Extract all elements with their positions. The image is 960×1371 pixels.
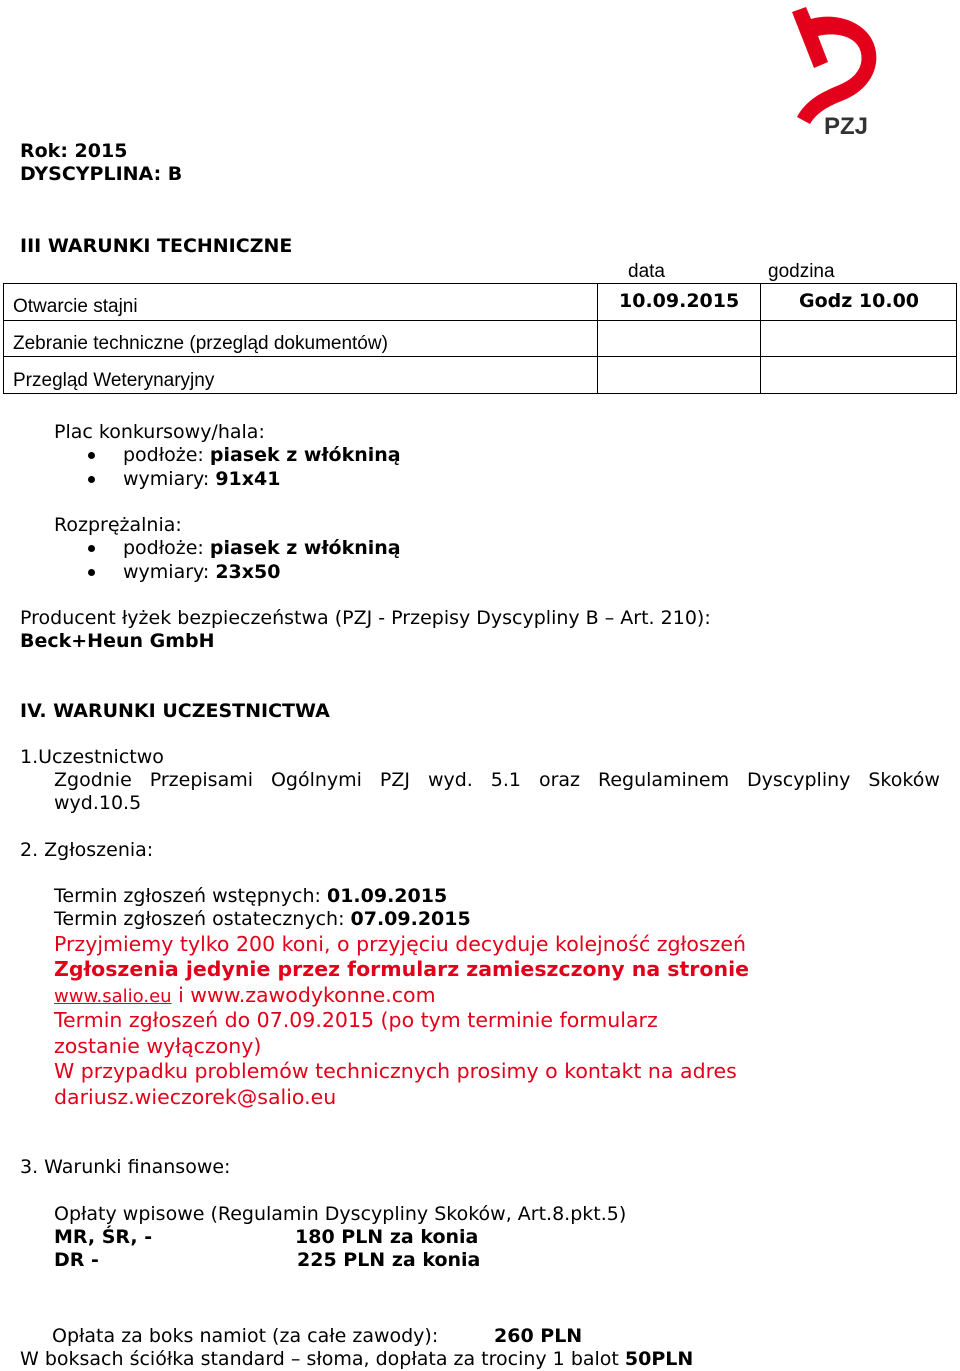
uczestnictwo-line2: wyd.10.5: [54, 792, 142, 814]
termin-ostatecznych: Termin zgłoszeń ostatecznych: 07.09.2015: [54, 908, 471, 930]
rozprezalnia-wymiary: wymiary: 23x50: [123, 561, 281, 583]
producent-line: Producent łyżek bezpieczeństwa (PZJ - Przepisy Dyscypliny B – Art. 210):: [20, 607, 711, 629]
zgloszenia-title: 2. Zgłoszenia:: [20, 839, 154, 861]
dyscyplina-label: DYSCYPLINA: B: [20, 163, 183, 185]
fee-value: 225 PLN za konia: [297, 1249, 481, 1271]
section-3-title: III WARUNKI TECHNICZNE: [20, 235, 293, 257]
bullet-icon: [88, 569, 95, 576]
uczestnictwo-word: PZJ: [379, 769, 410, 791]
fee-value: 180 PLN za konia: [295, 1226, 479, 1248]
finanse-title: 3. Warunki finansowe:: [20, 1156, 231, 1178]
uczestnictwo-word: oraz: [538, 769, 581, 791]
uczestnictwo-word: 5.1: [490, 769, 522, 791]
bullet-icon: [88, 476, 95, 483]
rok-label: Rok: 2015: [20, 140, 128, 162]
links-line: www.salio.eu i www.zawodykonne.com: [54, 983, 436, 1007]
producent-value: Beck+Heun GmbH: [20, 630, 215, 652]
plac-podloze: podłoże: piasek z włókniną: [123, 444, 401, 466]
uczestnictwo-word: Przepisami: [149, 769, 254, 791]
bullet-icon: [88, 452, 95, 459]
salio-link[interactable]: www.salio.eu: [54, 986, 172, 1007]
table-row-label: Otwarcie stajni: [13, 296, 138, 317]
uczestnictwo-word: Dyscypliny: [747, 769, 851, 791]
table-row-data: 10.09.2015: [619, 290, 740, 312]
section-4-title: IV. WARUNKI UCZESTNICTWA: [20, 700, 330, 722]
uczestnictwo-word: Ogólnymi: [270, 769, 362, 791]
fee-label: DR -: [54, 1249, 99, 1271]
plac-label: Plac konkursowy/hala:: [54, 421, 265, 443]
boks-label: Opłata za boks namiot (za całe zawody):: [52, 1325, 439, 1347]
logo-text: PZJ: [824, 113, 869, 138]
boks-value: 260 PLN: [494, 1325, 583, 1347]
schedule-table: [3, 283, 957, 394]
termin-do-line2: zostanie wyłączony): [54, 1034, 262, 1058]
table-row-label: Przegląd Weterynaryjny: [13, 370, 215, 391]
oplaty-line: Opłaty wpisowe (Regulamin Dyscypliny Skoków, Art.8.pkt.5): [54, 1203, 627, 1225]
uczestnictwo-text: [54, 769, 940, 792]
uczestnictwo-word: wyd.: [427, 769, 473, 791]
przyjmiemy-text: Przyjmiemy tylko 200 koni, o przyjęciu decyduje kolejność zgłoszeń: [54, 932, 746, 956]
pzj-logo: [784, 4, 886, 138]
uczestnictwo-title: 1.Uczestnictwo: [20, 746, 164, 768]
uczestnictwo-word: Zgodnie: [54, 769, 132, 791]
logo-mark: [792, 7, 876, 124]
uczestnictwo-word: Skoków: [868, 769, 940, 791]
zgloszenia-jedynie-text: Zgłoszenia jedynie przez formularz zamieszczony na stronie: [54, 957, 750, 981]
col-header-godzina: godzina: [768, 261, 835, 282]
rozprezalnia-podloze: podłoże: piasek z włókniną: [123, 537, 401, 559]
termin-do-line1: Termin zgłoszeń do 07.09.2015 (po tym terminie formularz: [54, 1008, 658, 1032]
rozprezalnia-label: Rozprężalnia:: [54, 514, 182, 536]
table-row-label: Zebranie techniczne (przegląd dokumentów): [13, 333, 388, 354]
termin-wstepnych: Termin zgłoszeń wstępnych: 01.09.2015: [54, 885, 448, 907]
uczestnictwo-word: Regulaminem: [597, 769, 730, 791]
problem-email: dariusz.wieczorek@salio.eu: [54, 1085, 337, 1109]
col-header-data: data: [628, 261, 665, 282]
problem-line1: W przypadku problemów technicznych prosimy o kontakt na adres: [54, 1059, 737, 1083]
bullet-icon: [88, 545, 95, 552]
table-row-godzina: Godz 10.00: [799, 290, 920, 312]
plac-wymiary: wymiary: 91x41: [123, 468, 281, 490]
fee-label: MR, ŚR, -: [54, 1226, 153, 1248]
sciolka-line: W boksach ściółka standard – słoma, dopłata za trociny 1 balot 50PLN: [20, 1348, 694, 1370]
